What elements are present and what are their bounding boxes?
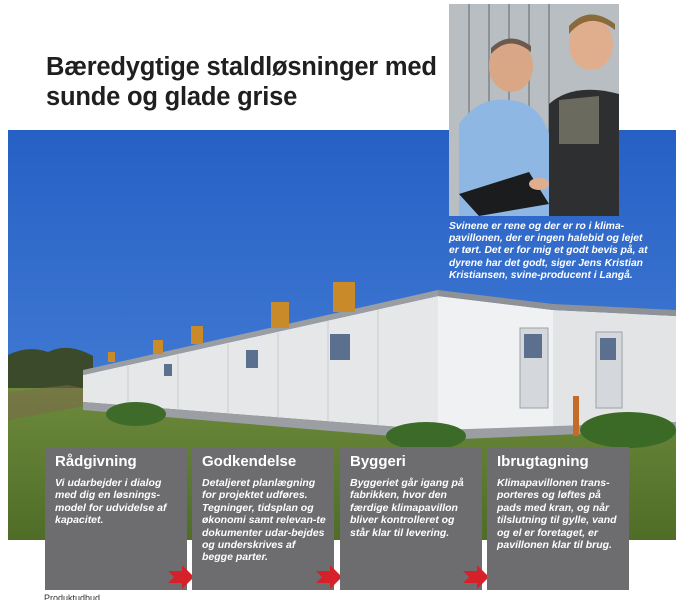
- step-ibrugtagning: [487, 447, 629, 590]
- step-text: Klimapavillonen trans-porteres og løftes på pads med kran, og når tilslutning til gylle, vand og el er foretaget, er pavillonen klar til brug.: [497, 477, 617, 552]
- step-text: Vi udarbejder i dialog med dig en løsnings-model for udvidelse af kapacitet.: [55, 477, 167, 527]
- chevron-right-icon: [168, 565, 194, 589]
- chevron-right-icon: [463, 565, 489, 589]
- step-title: Godkendelse: [202, 453, 297, 470]
- farmers-photo: [449, 4, 619, 216]
- step-text: Byggeriet går igang på fabrikken, hvor den færdige klimapavillon bliver kontrolleret og står klar til levering.: [350, 477, 464, 539]
- step-byggeri: [340, 447, 482, 590]
- chevron-right-icon: [316, 565, 342, 589]
- page-headline: Bæredygtige staldløsninger med sunde og glade grise: [46, 53, 437, 111]
- footnote: Produktudbud: [44, 593, 101, 600]
- step-godkendelse: [192, 447, 334, 590]
- quote-caption: Svinene er rene og der er ro i klima-pavillonen, der er ingen halebid og lejet er tørt. Det er for mig et godt bevis på, at dyrene har det godt, siger Jens Kristian Kristiansen, svine-producent i Langå.: [449, 221, 648, 281]
- step-text: Detaljeret planlægning for projektet udføres. Tegninger, tidsplan og økonomi samt relevan-te dokumenter udar-bejdes og underskrives af begge parter.: [202, 477, 326, 564]
- step-title: Rådgivning: [55, 453, 137, 470]
- step-title: Byggeri: [350, 453, 406, 470]
- step-raadgivning: [45, 447, 187, 590]
- step-title: Ibrugtagning: [497, 453, 589, 470]
